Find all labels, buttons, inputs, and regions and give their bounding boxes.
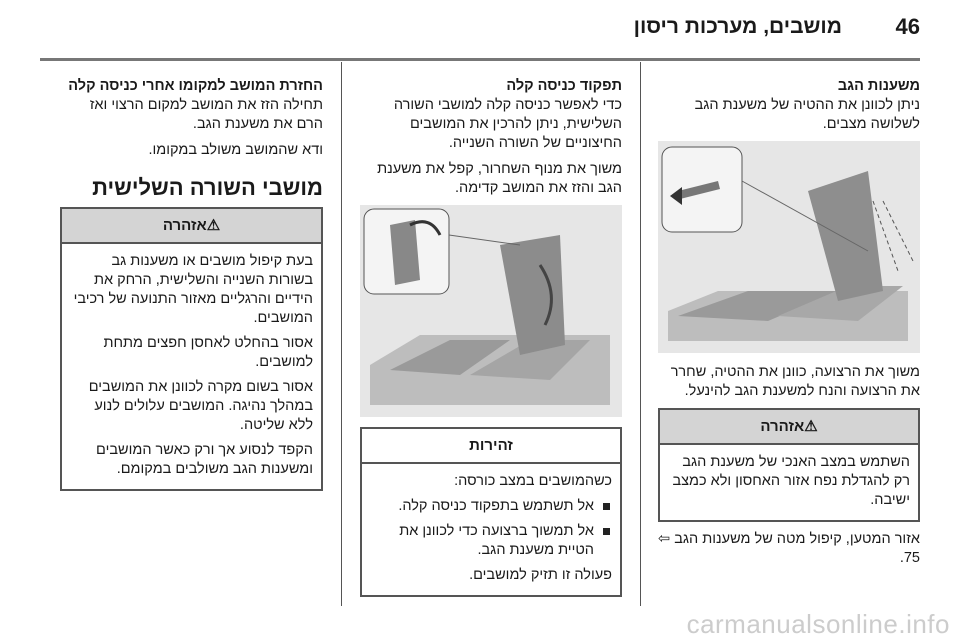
caution-bullet: אל תשתמש בתפקוד כניסה קלה. — [370, 497, 612, 516]
header-rule — [40, 58, 920, 61]
caution-box — [360, 427, 622, 597]
section-heading: משענות הגב — [837, 78, 920, 94]
paragraph: ניתן לכוונן את ההטיה של משענת הגב לשלושה מצבים. — [694, 97, 920, 132]
caution-bullet: אל תמשוך ברצועה כדי לכוונן את הטיית משענת הגב. — [370, 522, 612, 560]
paragraph: משוך את הרצועה, כוונן את ההטיה, שחרר את הרצועה והנח למשענת הגב להינעל. — [670, 364, 920, 399]
easy-entry-illustration — [360, 205, 622, 417]
watermark: carmanualsonline.info — [686, 609, 950, 639]
section-heading: החזרת המושב למקומו אחרי כניסה קלה — [68, 78, 323, 94]
left-column — [60, 77, 323, 499]
warning-triangle-icon: ⚠ — [206, 217, 221, 234]
paragraph: כדי לאפשר כניסה קלה למושבי השורה השלישית, ניתן להרכין את המושבים החיצוניים של השורה השנייה. — [393, 97, 622, 151]
caution-intro: כשהמושבים במצב כורסה: — [454, 473, 612, 489]
warning-box — [60, 207, 323, 491]
warning-title: אזהרה — [760, 418, 805, 435]
warning-box — [658, 408, 920, 522]
right-column — [658, 77, 920, 575]
warning-text: אסור בהחלט לאחסן חפצים מתחת למושבים. — [103, 335, 313, 370]
caution-outro: פעולה זו תזיק למושבים. — [469, 567, 612, 583]
warning-triangle-icon: ⚠ — [804, 418, 818, 435]
paragraph: תחילה הזז את המושב למקום הרצוי ואז הרם את משענת הגב. — [89, 97, 323, 132]
cross-reference-link[interactable]: אזור המטען, קיפול מטה של משענות הגב ⇦ 75. — [658, 531, 920, 566]
warning-title: אזהרה — [162, 217, 207, 234]
caution-title: זהירות — [362, 429, 620, 464]
warning-text: בעת קיפול מושבים או משענות גב בשורות השנייה והשלישית, הרחק את הידיים והרגליים מאזור התנועה של רכיבי המושבים. — [73, 253, 313, 326]
warning-header — [660, 410, 918, 445]
column-divider — [341, 62, 342, 606]
warning-text: השתמש במצב האנכי של משענת הגב רק להגדלת נפח אזור האחסון ולא כמצב ישיבה. — [672, 454, 910, 508]
middle-column — [360, 77, 622, 605]
warning-header — [62, 209, 321, 244]
paragraph: משוך את מנוף השחרור, קפל את משענת הגב והזז את המושב קדימה. — [377, 161, 622, 196]
page-number: 46 — [895, 14, 920, 39]
warning-text: אסור בשום מקרה לכוונן את המושבים במהלך נהיגה. המושבים עלולים לנוע ללא שליטה. — [88, 379, 313, 433]
page-title: מושבים, מערכות ריסון — [633, 15, 842, 38]
column-divider — [640, 62, 641, 606]
section-title: מושבי השורה השלישית — [92, 175, 323, 200]
warning-text: הקפד לנסוע אך ורק כאשר המושבים ומשענות הגב משולבים במקומם. — [96, 442, 313, 477]
seat-backrest-illustration — [658, 141, 920, 353]
paragraph: ודא שהמושב משולב במקומו. — [148, 142, 323, 158]
section-heading: תפקוד כניסה קלה — [506, 78, 622, 94]
